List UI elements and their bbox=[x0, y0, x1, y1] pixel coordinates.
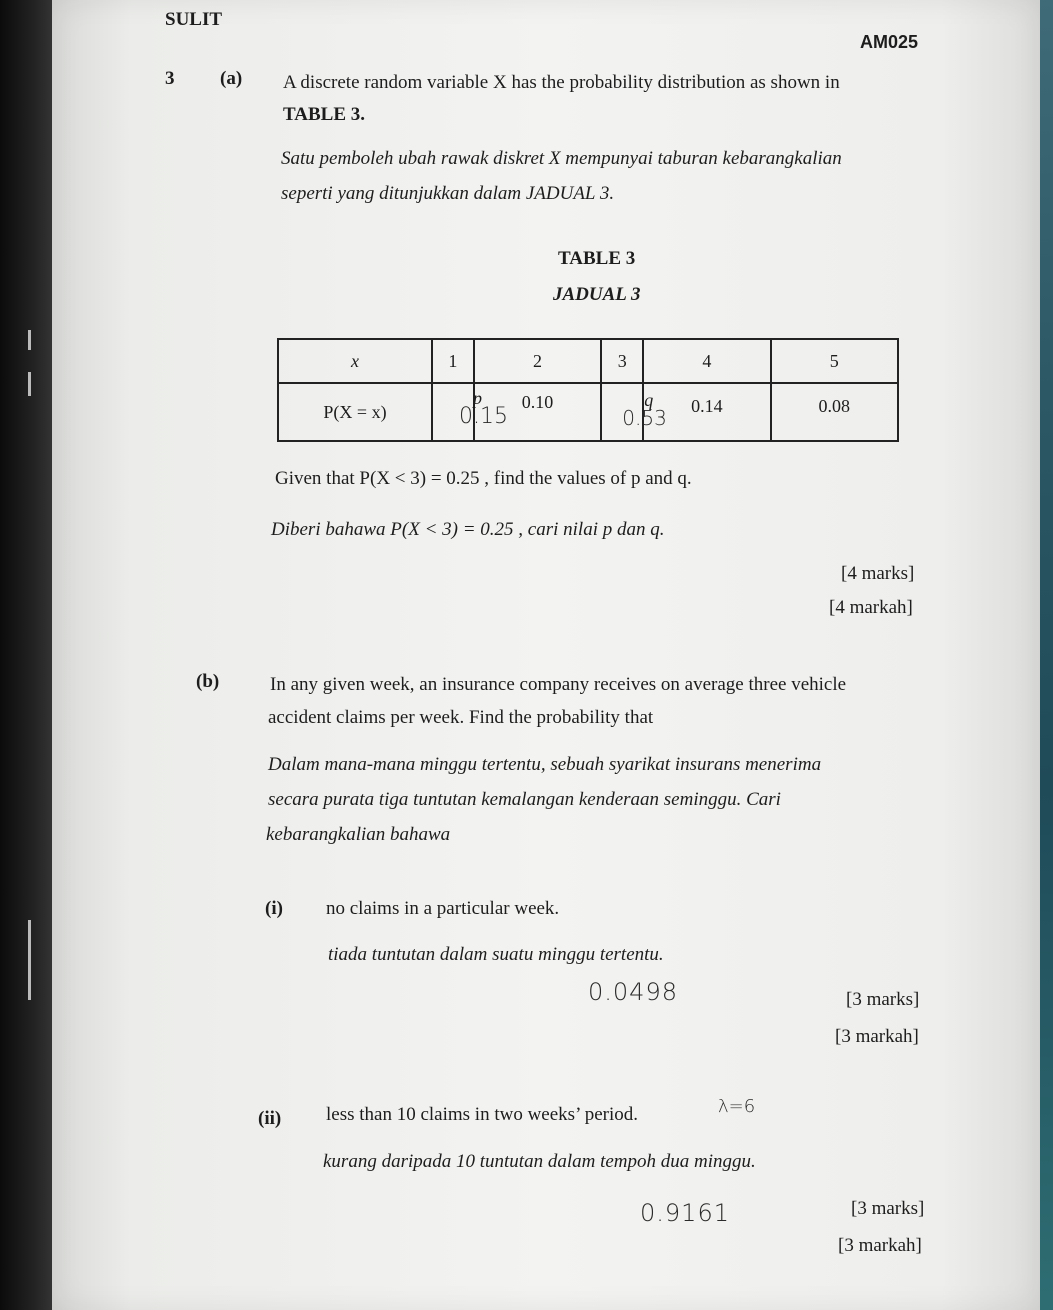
handwritten-answer-ii: 0.9161 bbox=[640, 1199, 730, 1227]
sub-i-label: (i) bbox=[265, 898, 283, 919]
given-text-en: Given that P(X < 3) = 0.25 , find the values of p and q. bbox=[275, 468, 692, 489]
table-cell: 2 bbox=[474, 339, 601, 383]
sub-i-text-en: no claims in a particular week. bbox=[326, 898, 560, 919]
table-cell: 4 bbox=[643, 339, 770, 383]
symbol-q: q bbox=[644, 390, 654, 410]
table-row bbox=[278, 339, 898, 383]
table-header-probability: P(X = x) bbox=[278, 383, 432, 441]
photo-left-background bbox=[0, 0, 60, 1310]
table-row bbox=[278, 383, 898, 441]
part-b-label: (b) bbox=[196, 671, 220, 692]
part-b-text-en-2: accident claims per week. Find the probability that bbox=[268, 707, 654, 728]
table-cell: 0.08 bbox=[771, 383, 898, 441]
handwritten-answer-i: 0.0498 bbox=[588, 978, 678, 1006]
marks-ii-ms: [3 markah] bbox=[838, 1235, 922, 1256]
table-cell: 0.14 bbox=[643, 383, 770, 441]
binding-mark bbox=[28, 920, 31, 1000]
handwritten-lambda-note: λ=6 bbox=[718, 1096, 756, 1117]
marks-a-en: [4 marks] bbox=[841, 563, 915, 584]
probability-table bbox=[277, 338, 899, 442]
part-a-text-en-2: TABLE 3. bbox=[283, 104, 366, 125]
part-b-text-en-1: In any given week, an insurance company receives on average three vehicle bbox=[270, 674, 847, 695]
table-title-ms: JADUAL 3 bbox=[553, 284, 641, 305]
table-title-en: TABLE 3 bbox=[558, 248, 636, 269]
table-cell-q bbox=[601, 383, 667, 441]
marks-a-ms: [4 markah] bbox=[829, 597, 913, 618]
part-a-text-en-1: A discrete random variable X has the probability distribution as shown in bbox=[283, 72, 840, 93]
given-text-ms: Diberi bahawa P(X < 3) = 0.25 , cari nilai p dan q. bbox=[271, 519, 665, 540]
sub-i-text-ms: tiada tuntutan dalam suatu minggu tertentu. bbox=[328, 944, 664, 965]
table-cell: 3 bbox=[601, 339, 643, 383]
part-a-text-ms-1: Satu pemboleh ubah rawak diskret X mempunyai taburan kebarangkalian bbox=[281, 148, 842, 169]
table-header-x: x bbox=[278, 339, 432, 383]
question-number: 3 bbox=[165, 68, 175, 89]
symbol-p: p bbox=[473, 388, 482, 408]
binding-mark bbox=[28, 372, 31, 396]
marks-i-en: [3 marks] bbox=[846, 989, 920, 1010]
part-a-label: (a) bbox=[220, 68, 243, 89]
marks-ii-en: [3 marks] bbox=[851, 1198, 925, 1219]
binding-mark bbox=[28, 330, 31, 350]
marks-i-ms: [3 markah] bbox=[835, 1026, 919, 1047]
handwritten-q-value: 0.53 bbox=[622, 406, 667, 430]
part-b-text-ms-3: kebarangkalian bahawa bbox=[266, 824, 451, 845]
part-b-text-ms-1: Dalam mana-mana minggu tertentu, sebuah syarikat insurans menerima bbox=[268, 754, 822, 775]
part-b-text-ms-2: secara purata tiga tuntutan kemalangan kenderaan seminggu. Cari bbox=[268, 789, 781, 810]
header-course-code: AM025 bbox=[860, 32, 919, 52]
sub-ii-text-en: less than 10 claims in two weeks’ period. bbox=[326, 1104, 639, 1125]
sub-ii-label: (ii) bbox=[258, 1108, 282, 1129]
table-cell-p bbox=[432, 383, 508, 441]
part-a-text-ms-2: seperti yang ditunjukkan dalam JADUAL 3. bbox=[281, 183, 615, 204]
sub-ii-text-ms: kurang daripada 10 tuntutan dalam tempoh dua minggu. bbox=[323, 1151, 756, 1172]
table-cell: 5 bbox=[771, 339, 898, 383]
table-cell: 1 bbox=[432, 339, 474, 383]
table-cell: 0.10 bbox=[474, 383, 601, 441]
handwritten-p-value: 0.15 bbox=[459, 404, 508, 429]
header-sulit: SULIT bbox=[165, 9, 223, 30]
